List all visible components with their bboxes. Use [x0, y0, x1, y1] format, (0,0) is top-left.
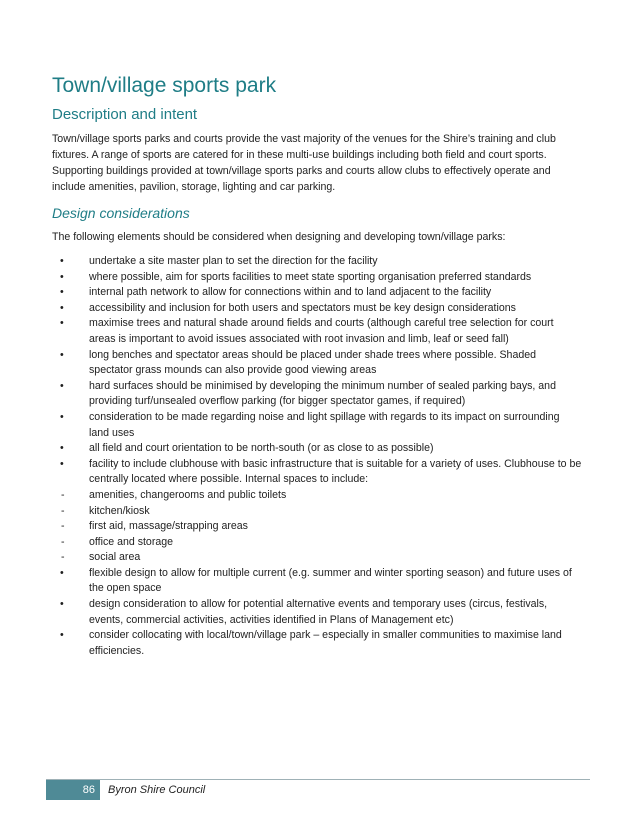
dash-marker: - [61, 504, 65, 517]
list-item [52, 628, 582, 659]
dash-marker: - [61, 551, 65, 564]
list-item-text: consider collocating with local/town/village park – especially in smaller communities to maximise land efficiencies. [89, 629, 562, 657]
sub-list-item [52, 535, 582, 551]
list-item-text: internal path network to allow for connections within and to land adjacent to the facility [89, 286, 492, 299]
list-item-text: maximise trees and natural shade around fields and courts (although careful tree selection for court areas is important to avoid issues associated with root invasion and limb, leaf or seed fall) [89, 317, 554, 345]
bullet-marker: • [60, 317, 64, 330]
list-item [52, 254, 582, 270]
list-item [52, 301, 582, 317]
list-item [52, 410, 582, 441]
list-item-text: social area [89, 551, 141, 564]
design-considerations-list [52, 254, 582, 659]
list-item [52, 348, 582, 379]
bullet-marker: • [60, 301, 64, 314]
dash-marker: - [61, 488, 65, 501]
bullet-marker: • [60, 629, 64, 642]
footer-organisation: Byron Shire Council [108, 784, 206, 796]
list-item-text: first aid, massage/strapping areas [89, 520, 248, 533]
list-item [52, 270, 582, 286]
bullet-marker: • [60, 348, 64, 361]
list-item [52, 566, 582, 597]
list-item-text: all field and court orientation to be north-south (or as close to as possible) [89, 442, 434, 455]
list-item [52, 441, 582, 457]
list-item-text: flexible design to allow for multiple current (e.g. summer and winter sporting season) and future uses of the open space [89, 566, 572, 595]
list-item-text: kitchen/kiosk [89, 504, 150, 517]
sub-list-item [52, 550, 582, 566]
list-item-text: long benches and spectator areas should be placed under shade trees where possible. Shaded spectator grass mounds can also provide good viewing areas [89, 348, 537, 377]
dash-marker: - [61, 520, 65, 533]
bullet-marker: • [60, 379, 64, 392]
list-item-text: design consideration to allow for potential alternative events and temporary uses (circus, festivals, events, commercial activities, activities identified in Plans of Management etc) [89, 598, 548, 626]
list-item [52, 597, 582, 628]
bullet-marker: • [60, 598, 64, 611]
sub-list-item [52, 488, 582, 504]
list-item-text: facility to include clubhouse with basic infrastructure that is suitable for a variety of uses. Clubhouse to be centrally located where possible. Internal spaces to include: [89, 457, 582, 486]
page-title: Town/village sports park [52, 74, 277, 97]
list-item-text: where possible, aim for sports facilities to meet state sporting organisation preferred standards [89, 270, 532, 283]
bullet-marker: • [60, 270, 64, 283]
bullet-marker: • [60, 410, 64, 423]
section-heading-description: Description and intent [52, 106, 198, 123]
sub-list-item [52, 504, 582, 520]
bullet-marker: • [60, 566, 64, 579]
list-item [52, 316, 582, 347]
list-item [52, 457, 582, 488]
bullet-marker: • [60, 457, 64, 470]
page-number: 86 [82, 784, 95, 796]
list-item [52, 379, 582, 410]
list-item-text: hard surfaces should be minimised by developing the minimum number of sealed parking bays, and providing turf/unsealed overflow parking (for bigger spectator games, if required) [89, 379, 556, 408]
sub-list-item [52, 519, 582, 535]
list-item-text: consideration to be made regarding noise and light spillage with regards to its impact on surrounding land uses [89, 410, 560, 439]
intro-paragraph: Town/village sports parks and courts provide the vast majority of the venues for the Shire’s training and club fixtures. A range of sports are catered for in these multi-use buildings including both field and court sports. Supporting buildings provided at town/village sports parks and courts allow clubs to effectively operate and include amenities, pavilion, storage, lighting and car parking. [52, 133, 556, 193]
bullet-marker: • [60, 286, 64, 299]
section-heading-design: Design considerations [52, 205, 190, 221]
page-number-box [46, 780, 100, 800]
list-item [52, 285, 582, 301]
list-item-text: amenities, changerooms and public toilets [89, 488, 287, 501]
list-item-text: accessibility and inclusion for both users and spectators must be key design considerations [89, 301, 516, 314]
list-item-text: office and storage [89, 535, 174, 548]
bullet-marker: • [60, 442, 64, 455]
bullet-marker: • [60, 255, 64, 267]
dash-marker: - [61, 535, 65, 548]
list-item-text: undertake a site master plan to set the direction for the facility [89, 255, 378, 267]
design-lead-paragraph: The following elements should be considered when designing and developing town/village parks: [52, 231, 506, 243]
